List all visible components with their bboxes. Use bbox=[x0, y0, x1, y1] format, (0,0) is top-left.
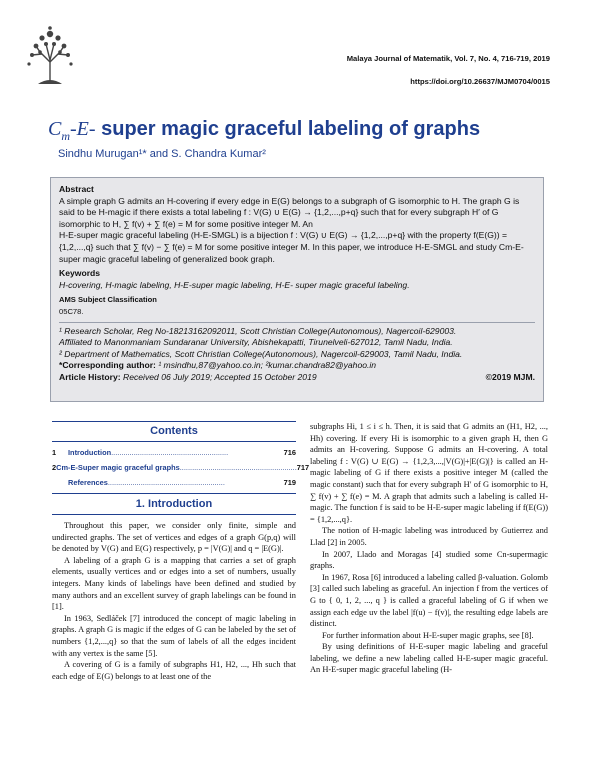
footnote-1b: Affiliated to Manonmaniam Sundaranar University, Abishekapatti, Tirunelveli-627012, Tamil Nadu, India. bbox=[59, 337, 453, 348]
toc-title-rule bbox=[52, 441, 296, 442]
history-label: Article History: bbox=[59, 371, 121, 382]
intro-paragraph: In 1963, Sedláček [7] introduced the concept of magic labeling in graphs. A graph G is magic if the edges of G can be labeled by the set of numbers {1,2,...,q} so that the sum of labels of all the edges incident with any vertex is the same [5]. bbox=[52, 613, 296, 658]
intro-top-rule bbox=[52, 493, 296, 494]
copyright: ©2019 MJM. bbox=[485, 371, 535, 382]
toc-top-rule bbox=[52, 421, 296, 422]
abstract-paragraph-2: H-E-super magic graceful labeling (H-E-SMGL) is a bijection f : V(G) ∪ E(G) → {1,2,...,p+q} with the property f(E(G)) = {1,2,...,q} such that ∑ f(v) − ∑ f(e) = M for some positive integer M. In this paper, we introduce H-E-SMGL and study Cm-E-super magic graceful labeling of generalized book graph. bbox=[59, 230, 524, 264]
ams-classification: 05C78. bbox=[59, 306, 84, 316]
abstract-label: Abstract bbox=[59, 184, 94, 194]
section-title-introduction: 1. Introduction bbox=[135, 498, 213, 510]
abstract-box bbox=[50, 177, 544, 402]
intro-paragraph: In 2007, Llado and Moragas [4] studied some Cn-supermagic graphs. bbox=[310, 549, 548, 571]
keywords: H-covering, H-magic labeling, H-E-super magic labeling, H-E- super magic graceful labeling. bbox=[59, 279, 410, 290]
intro-paragraph: By using definitions of H-E-super magic labeling and graceful labeling, we define a new labeling called H-E-super magic graceful. An H-E-super magic graceful labeling (H- bbox=[310, 642, 548, 675]
footnote-2: ² Department of Mathematics, Scott Christian College(Autonomous), Nagercoil-629003, Tamil Nadu, India. bbox=[59, 348, 463, 359]
toc-row[interactable]: 2 Cm-E-Super magic graceful graphs ......................................................... 717 bbox=[52, 463, 310, 472]
keywords-label: Keywords bbox=[59, 268, 101, 279]
journal-logo-tree-icon bbox=[20, 22, 80, 86]
paper-title: $C_m-E-$ super magic graceful labeling of graphs bbox=[48, 118, 481, 143]
journal-citation: Malaya Journal of Matematik, Vol. 7, No. 4, 716-719, 2019 bbox=[346, 54, 550, 63]
intro-title-rule bbox=[52, 514, 296, 515]
footnote-1: ¹ Research Scholar, Reg No-18213162092011, Scott Christian College(Autonomous), Nagercoil-629003. bbox=[59, 325, 457, 336]
intro-paragraph: The notion of H-magic labeling was introduced by Gutierrez and Llad [2] in 2005. bbox=[310, 526, 548, 547]
intro-paragraph: A labeling of a graph G is a mapping that carries a set of graph elements, usually vertices and or edges into a set of numbers, usually integers. Many kinds of labelings have been defined and studied by many authors and an excellent survey of graph labelings can be found in [1]. bbox=[52, 555, 296, 612]
ams-label: AMS Subject Classification bbox=[59, 295, 157, 305]
corresponding-label: *Corresponding author: bbox=[59, 360, 156, 371]
intro-paragraph: A covering of G is a family of subgraphs H1, H2, ..., Hh such that each edge of E(G) belongs to at least one of the bbox=[52, 660, 296, 681]
abstract-paragraph-1: A simple graph G admits an H-covering if every edge in E(G) belongs to a subgraph of G isomorphic to H. The graph G is said to be H-magic if there exists a total labeling f : V(G) ∪ E(G) → {1,2,...,p+q} such that for every subgraph H′ of G isomorphic to H, ∑ f(v) + ∑ f(e) = M for some positive integer M. An bbox=[59, 195, 520, 229]
intro-right-column bbox=[310, 421, 548, 676]
toc-row[interactable]: References ......................................................... 719 bbox=[68, 478, 296, 487]
intro-paragraph: For further information about H-E-super magic graphs, see [8]. bbox=[322, 630, 534, 640]
intro-paragraph: subgraphs Hi, 1 ≤ i ≤ h. Then, it is said that G admits an (H1, H2, ..., Hh) covering. If every Hi is isomorphic to a given graph H, then G admits an H-covering. Suppose G admits an H-covering. A total labeling f : V(G) ∪ E(G) → {1,2,3,...,|V(G)|+|E(G)|} is called an H-magic labeling of G if there exists a positive integer M (called the magic constant) such that for every subgraph H′ of G isomorphic to H, ∑ f(v) + ∑ f(e) = M. A graph that admits such a labeling is called H-magic. The function f is said to be H-E-super magic labeling if f(E(G)) = {1,2,...,q}. bbox=[310, 422, 548, 524]
doi-link[interactable]: https://doi.org/10.26637/MJM0704/0015 bbox=[410, 77, 550, 86]
toc-row[interactable]: 1 Introduction ......................................................... 716 bbox=[52, 448, 296, 457]
corresponding-emails[interactable]: ¹ msindhu,87@yahoo.co.in; ²kumar.chandra82@yahoo.in bbox=[158, 360, 377, 371]
toc-title: Contents bbox=[150, 425, 198, 437]
intro-left-column bbox=[52, 520, 296, 682]
author-list: Sindhu Murugan¹* and S. Chandra Kumar² bbox=[58, 148, 266, 160]
article-history: Received 06 July 2019; Accepted 15 October 2019 bbox=[123, 371, 317, 382]
intro-paragraph: Throughout this paper, we consider only finite, simple and undirected graphs. The set of vertices and edges of a graph G(p,q) will be denoted by V(G) and E(G) respectively, p = |V(G)| and q = |E(G)|. bbox=[52, 521, 296, 554]
intro-paragraph: In 1967, Rosa [6] introduced a labeling called β-valuation. Golomb [3] called such labeling as graceful. An injection f from the vertices of G to { 0, 1, 2, ..., q } is called a graceful labeling of G if when we assign each edge uv the label |f(u) − f(v)|, the resulting edge labels are distinct. bbox=[310, 572, 548, 629]
